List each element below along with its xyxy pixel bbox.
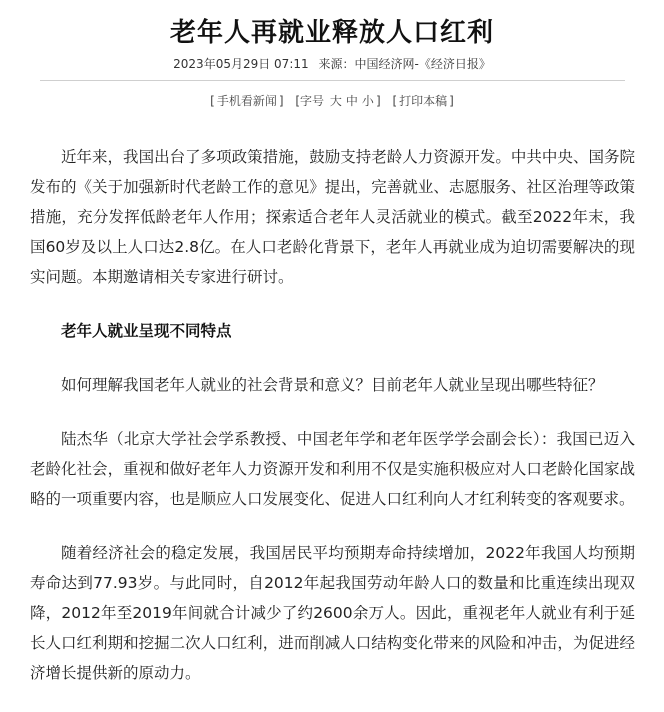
divider [40,80,625,81]
font-size-label: 字号 [300,94,325,108]
paragraph: 陆杰华（北京大学社会学系教授、中国老年学和老年医学学会副会长）：我国已迈入老龄化社会，重视和做好老年人力资源开发和利用不仅是实施积极应对人口老龄化国家战略的一项重要内容，也是顺应人口发展变化、促进人口红利向人才红利转变的客观要求。 [30,430,635,508]
source-name: 中国经济网-《经济日报》 [354,57,491,71]
font-medium-link[interactable]: 中 [345,94,358,108]
mobile-news-link[interactable]: 手机看新闻 [216,94,277,108]
paragraph: 如何理解我国老年人就业的社会背景和意义？目前老年人就业呈现出哪些特征？ [61,376,604,394]
print-link[interactable]: 打印本稿 [399,94,448,108]
article-toolbar: [ 手机看新闻 ] [字号 大 中 小 ] [ 打印本稿 ] [210,94,454,108]
paragraph: 近年来，我国出台了多项政策措施，鼓励支持老龄人力资源开发。中共中央、国务院发布的《关于加强新时代老龄工作的意见》提出，完善就业、志愿服务、社区治理等政策措施，充分发挥低龄老年人作用；探索适合老年人灵活就业的模式。截至2022年末，我国60岁及以上人口达2.8亿。在人口老龄化背景下，老年人再就业成为迫切需要解决的现实问题。本期邀请相关专家进行研讨。 [30,148,635,286]
source-label [318,57,490,71]
font-large-link[interactable]: 大 [329,94,342,108]
article-meta [0,55,664,72]
source-label-text: 来源： [318,57,355,71]
paragraph: 随着经济社会的稳定发展，我国居民平均预期寿命持续增加，2022年我国人均预期寿命达到77.93岁。与此同时，自2012年起我国劳动年龄人口的数量和比重连续出现双降，2012年至2019年间就合计减少了约2600余万人。因此，重视老年人就业有利于延长人口红利期和挖掘二次人口红利，进而削减人口结构变化带来的风险和冲击，为促进经济增长提供新的原动力。 [30,544,635,682]
section-subheading: 老年人就业呈现不同特点 [61,322,232,340]
publish-datetime: 2023年05月29日 07:11 [173,57,309,71]
article-body [30,142,635,712]
font-small-link[interactable]: 小 [361,94,374,108]
article-title: 老年人再就业释放人口红利 [169,18,494,48]
